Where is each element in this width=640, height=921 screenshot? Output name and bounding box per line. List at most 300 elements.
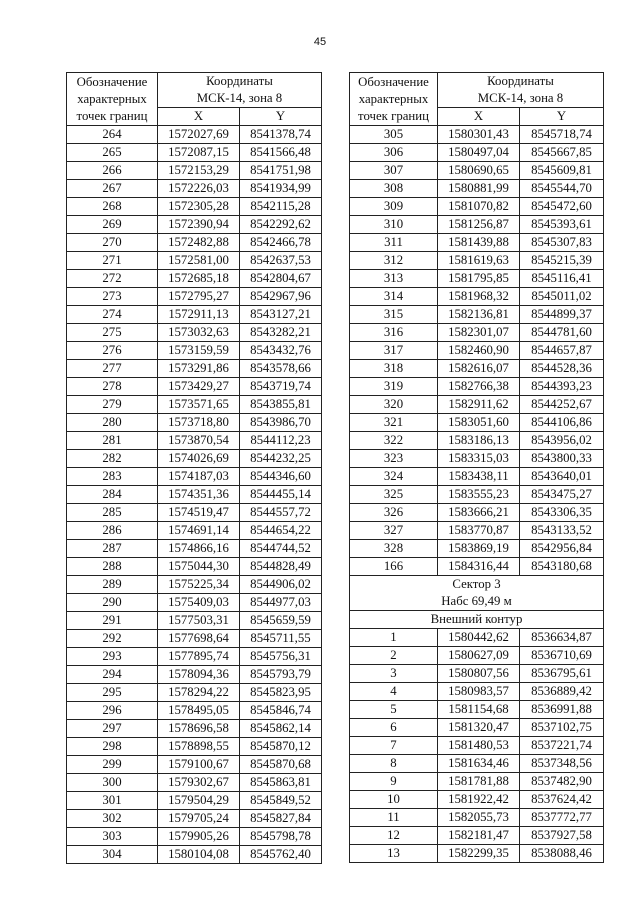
y-coordinate-cell: 8544977,03 [240,594,322,612]
x-coordinate-cell: 1572581,00 [158,252,240,270]
x-coordinate-cell: 1582616,07 [438,360,520,378]
coordinates-table-left [66,72,322,864]
point-id-cell: 1 [350,629,438,647]
x-coordinate-cell: 1583869,19 [438,540,520,558]
x-coordinate-cell: 1582299,35 [438,845,520,863]
x-coordinate-cell: 1581480,53 [438,737,520,755]
point-id-cell: 273 [67,288,158,306]
point-id-cell: 279 [67,396,158,414]
x-coordinate-cell: 1578495,05 [158,702,240,720]
point-id-cell: 316 [350,324,438,342]
y-coordinate-cell: 8537221,74 [520,737,604,755]
point-id-cell: 267 [67,180,158,198]
table-row [67,324,322,342]
y-coordinate-cell: 8543432,76 [240,342,322,360]
point-id-cell: 314 [350,288,438,306]
table-row [350,647,604,665]
point-id-cell: 298 [67,738,158,756]
point-id-cell: 306 [350,144,438,162]
x-coordinate-cell: 1581781,88 [438,773,520,791]
point-id-cell: 290 [67,594,158,612]
x-coordinate-cell: 1579504,29 [158,792,240,810]
point-id-cell: 269 [67,216,158,234]
y-coordinate-cell: 8544455,14 [240,486,322,504]
x-coordinate-cell: 1578094,36 [158,666,240,684]
table-row [350,180,604,198]
table-row [67,450,322,468]
table-row [350,342,604,360]
point-id-cell: 300 [67,774,158,792]
x-coordinate-cell: 1572153,29 [158,162,240,180]
point-id-cell: 277 [67,360,158,378]
header-line: Координаты [487,74,554,88]
y-coordinate-cell: 8545307,83 [520,234,604,252]
point-id-cell: 299 [67,756,158,774]
x-coordinate-cell: 1581619,63 [438,252,520,270]
point-id-cell: 295 [67,684,158,702]
x-coordinate-cell: 1582181,47 [438,827,520,845]
point-id-cell: 275 [67,324,158,342]
y-coordinate-cell: 8543855,81 [240,396,322,414]
y-coordinate-cell: 8543180,68 [520,558,604,576]
x-coordinate-cell: 1572226,03 [158,180,240,198]
y-coordinate-cell: 8544346,60 [240,468,322,486]
y-coordinate-cell: 8543956,02 [520,432,604,450]
x-coordinate-cell: 1581320,47 [438,719,520,737]
y-coordinate-cell: 8544252,67 [520,396,604,414]
point-id-cell: 280 [67,414,158,432]
point-id-cell: 12 [350,827,438,845]
table-row [350,845,604,863]
y-coordinate-cell: 8536889,42 [520,683,604,701]
header-line: характерных [358,91,429,106]
table-row [350,162,604,180]
section-row [350,576,604,611]
table-row [67,576,322,594]
page-number: 45 [313,36,327,48]
header-line: точек границ [358,108,429,123]
x-coordinate-cell: 1580881,99 [438,180,520,198]
y-coordinate-cell: 8541566,48 [240,144,322,162]
sector-title: Сектор 3 [452,577,501,591]
x-coordinate-cell: 1579905,26 [158,828,240,846]
table-row [350,360,604,378]
y-coordinate-cell: 8543986,70 [240,414,322,432]
table-row [350,629,604,647]
table-row [350,306,604,324]
y-coordinate-cell: 8544899,37 [520,306,604,324]
point-id-cell: 11 [350,809,438,827]
x-coordinate-cell: 1583555,23 [438,486,520,504]
x-coordinate-cell: 1573718,80 [158,414,240,432]
table-row [350,540,604,558]
x-coordinate-cell: 1579302,67 [158,774,240,792]
x-coordinate-cell: 1578294,22 [158,684,240,702]
point-id-cell: 289 [67,576,158,594]
table-row [67,252,322,270]
point-id-cell: 308 [350,180,438,198]
point-id-cell: 302 [67,810,158,828]
point-id-cell: 328 [350,540,438,558]
x-coordinate-cell: 1572911,13 [158,306,240,324]
x-coordinate-cell: 1581634,46 [438,755,520,773]
x-coordinate-cell: 1582766,38 [438,378,520,396]
y-coordinate-cell: 8545116,41 [520,270,604,288]
table-row [67,180,322,198]
y-coordinate-cell: 8545798,78 [240,828,322,846]
x-coordinate-cell: 1581256,87 [438,216,520,234]
table-row [67,486,322,504]
x-coordinate-cell: 1573870,54 [158,432,240,450]
x-coordinate-cell: 1580983,57 [438,683,520,701]
y-coordinate-cell: 8543640,01 [520,468,604,486]
table-row [67,666,322,684]
column-header-y: Y [240,108,322,126]
point-id-cell: 293 [67,648,158,666]
point-id-cell: 288 [67,558,158,576]
y-coordinate-cell: 8544906,02 [240,576,322,594]
table-row [350,144,604,162]
point-id-cell: 310 [350,216,438,234]
table-row [350,468,604,486]
x-coordinate-cell: 1572795,27 [158,288,240,306]
point-id-cell: 272 [67,270,158,288]
table-row [67,468,322,486]
y-coordinate-cell: 8545849,52 [240,792,322,810]
table-row [350,755,604,773]
x-coordinate-cell: 1582136,81 [438,306,520,324]
x-coordinate-cell: 1573032,63 [158,324,240,342]
y-coordinate-cell: 8545823,95 [240,684,322,702]
point-id-cell: 312 [350,252,438,270]
table-row [67,648,322,666]
y-coordinate-cell: 8544112,23 [240,432,322,450]
point-id-cell: 8 [350,755,438,773]
point-id-cell: 284 [67,486,158,504]
table-row [67,522,322,540]
column-header-y: Y [520,108,604,126]
table-row [67,738,322,756]
y-coordinate-cell: 8542115,28 [240,198,322,216]
y-coordinate-cell: 8545827,84 [240,810,322,828]
x-coordinate-cell: 1582301,07 [438,324,520,342]
y-coordinate-cell: 8543282,21 [240,324,322,342]
x-coordinate-cell: 1583315,03 [438,450,520,468]
point-id-cell: 304 [67,846,158,864]
point-id-cell: 271 [67,252,158,270]
table-row [67,162,322,180]
coordinates-table-right [349,72,604,863]
x-coordinate-cell: 1574691,14 [158,522,240,540]
point-id-cell: 301 [67,792,158,810]
x-coordinate-cell: 1577698,64 [158,630,240,648]
table-row [350,396,604,414]
x-coordinate-cell: 1581439,88 [438,234,520,252]
point-id-cell: 274 [67,306,158,324]
x-coordinate-cell: 1574351,36 [158,486,240,504]
table-row [67,342,322,360]
y-coordinate-cell: 8541751,98 [240,162,322,180]
y-coordinate-cell: 8545011,02 [520,288,604,306]
x-coordinate-cell: 1572027,69 [158,126,240,144]
y-coordinate-cell: 8544654,22 [240,522,322,540]
point-id-cell: 285 [67,504,158,522]
table-row [350,126,604,144]
header-line: Обозначение [76,74,148,89]
table-row [350,450,604,468]
y-coordinate-cell: 8536991,88 [520,701,604,719]
point-id-cell: 166 [350,558,438,576]
y-coordinate-cell: 8544781,60 [520,324,604,342]
y-coordinate-cell: 8544657,87 [520,342,604,360]
x-coordinate-cell: 1580497,04 [438,144,520,162]
y-coordinate-cell: 8545762,40 [240,846,322,864]
point-id-cell: 265 [67,144,158,162]
table-row [350,414,604,432]
table-row [67,198,322,216]
x-coordinate-cell: 1572305,28 [158,198,240,216]
table-row [67,756,322,774]
column-header-point-designation [350,73,438,126]
table-row [67,594,322,612]
y-coordinate-cell: 8541934,99 [240,180,322,198]
y-coordinate-cell: 8545863,81 [240,774,322,792]
y-coordinate-cell: 8543306,35 [520,504,604,522]
x-coordinate-cell: 1574519,47 [158,504,240,522]
point-id-cell: 266 [67,162,158,180]
table-row [67,846,322,864]
x-coordinate-cell: 1580104,08 [158,846,240,864]
table-row [350,216,604,234]
table-row [350,432,604,450]
table-row [67,774,322,792]
y-coordinate-cell: 8545472,60 [520,198,604,216]
x-coordinate-cell: 1575409,03 [158,594,240,612]
point-id-cell: 322 [350,432,438,450]
point-id-cell: 278 [67,378,158,396]
x-coordinate-cell: 1579100,67 [158,756,240,774]
table-row [350,522,604,540]
y-coordinate-cell: 8537772,77 [520,809,604,827]
y-coordinate-cell: 8536710,69 [520,647,604,665]
point-id-cell: 9 [350,773,438,791]
x-coordinate-cell: 1573291,86 [158,360,240,378]
x-coordinate-cell: 1572482,88 [158,234,240,252]
x-coordinate-cell: 1583438,11 [438,468,520,486]
y-coordinate-cell: 8544744,52 [240,540,322,558]
x-coordinate-cell: 1580807,56 [438,665,520,683]
point-id-cell: 321 [350,414,438,432]
y-coordinate-cell: 8538088,46 [520,845,604,863]
right-table-body [350,126,604,863]
y-coordinate-cell: 8545793,79 [240,666,322,684]
table-row [67,684,322,702]
x-coordinate-cell: 1581922,42 [438,791,520,809]
x-coordinate-cell: 1579705,24 [158,810,240,828]
table-row [67,144,322,162]
left-table-body [67,126,322,864]
point-id-cell: 294 [67,666,158,684]
x-coordinate-cell: 1577895,74 [158,648,240,666]
point-id-cell: 292 [67,630,158,648]
y-coordinate-cell: 8545846,74 [240,702,322,720]
y-coordinate-cell: 8542956,84 [520,540,604,558]
x-coordinate-cell: 1581070,82 [438,198,520,216]
point-id-cell: 305 [350,126,438,144]
table-row [67,288,322,306]
y-coordinate-cell: 8543800,33 [520,450,604,468]
x-coordinate-cell: 1583051,60 [438,414,520,432]
y-coordinate-cell: 8542804,67 [240,270,322,288]
table-row [67,630,322,648]
table-row [67,702,322,720]
point-id-cell: 282 [67,450,158,468]
column-header-point-designation [67,73,158,126]
x-coordinate-cell: 1575225,34 [158,576,240,594]
y-coordinate-cell: 8536795,61 [520,665,604,683]
y-coordinate-cell: 8545393,61 [520,216,604,234]
y-coordinate-cell: 8545718,74 [520,126,604,144]
y-coordinate-cell: 8545870,12 [240,738,322,756]
x-coordinate-cell: 1574187,03 [158,468,240,486]
y-coordinate-cell: 8545544,70 [520,180,604,198]
table-row [350,737,604,755]
y-coordinate-cell: 8537102,75 [520,719,604,737]
table-row [350,683,604,701]
y-coordinate-cell: 8545711,55 [240,630,322,648]
y-coordinate-cell: 8545756,31 [240,648,322,666]
table-row [350,809,604,827]
point-id-cell: 323 [350,450,438,468]
table-row [350,791,604,809]
table-row [67,828,322,846]
table-row [350,719,604,737]
x-coordinate-cell: 1583666,21 [438,504,520,522]
table-row [350,288,604,306]
x-coordinate-cell: 1578696,58 [158,720,240,738]
table-row [350,701,604,719]
table-row [350,827,604,845]
point-id-cell: 318 [350,360,438,378]
y-coordinate-cell: 8543578,66 [240,360,322,378]
table-row [67,612,322,630]
y-coordinate-cell: 8542292,62 [240,216,322,234]
table-row [67,810,322,828]
x-coordinate-cell: 1573429,27 [158,378,240,396]
point-id-cell: 325 [350,486,438,504]
x-coordinate-cell: 1580690,65 [438,162,520,180]
y-coordinate-cell: 8544232,25 [240,450,322,468]
point-id-cell: 287 [67,540,158,558]
table-row [67,720,322,738]
point-id-cell: 291 [67,612,158,630]
point-id-cell: 264 [67,126,158,144]
point-id-cell: 319 [350,378,438,396]
point-id-cell: 303 [67,828,158,846]
header-line: Координаты [206,74,273,88]
x-coordinate-cell: 1582460,90 [438,342,520,360]
header-line: МСК-14, зона 8 [477,91,564,105]
table-row [350,558,604,576]
x-coordinate-cell: 1574026,69 [158,450,240,468]
table-row [67,378,322,396]
table-row [67,306,322,324]
x-coordinate-cell: 1578898,55 [158,738,240,756]
point-id-cell: 307 [350,162,438,180]
table-row [67,126,322,144]
point-id-cell: 13 [350,845,438,863]
x-coordinate-cell: 1572390,94 [158,216,240,234]
y-coordinate-cell: 8543475,27 [520,486,604,504]
y-coordinate-cell: 8544557,72 [240,504,322,522]
y-coordinate-cell: 8545215,39 [520,252,604,270]
y-coordinate-cell: 8537624,42 [520,791,604,809]
point-id-cell: 5 [350,701,438,719]
sector-height: Набс 69,49 м [441,594,512,608]
y-coordinate-cell: 8537927,58 [520,827,604,845]
x-coordinate-cell: 1572685,18 [158,270,240,288]
point-id-cell: 10 [350,791,438,809]
point-id-cell: 276 [67,342,158,360]
x-coordinate-cell: 1575044,30 [158,558,240,576]
y-coordinate-cell: 8542466,78 [240,234,322,252]
table-row [67,216,322,234]
header-line: МСК-14, зона 8 [196,91,283,105]
point-id-cell: 324 [350,468,438,486]
x-coordinate-cell: 1584316,44 [438,558,520,576]
point-id-cell: 309 [350,198,438,216]
x-coordinate-cell: 1573159,59 [158,342,240,360]
sector-heading [350,576,604,611]
y-coordinate-cell: 8537348,56 [520,755,604,773]
point-id-cell: 6 [350,719,438,737]
table-row [350,270,604,288]
y-coordinate-cell: 8536634,87 [520,629,604,647]
point-id-cell: 270 [67,234,158,252]
table-row [350,665,604,683]
point-id-cell: 327 [350,522,438,540]
y-coordinate-cell: 8541378,74 [240,126,322,144]
table-row [67,558,322,576]
table-row [67,792,322,810]
table-row [67,360,322,378]
table-row [67,432,322,450]
table-row [350,252,604,270]
x-coordinate-cell: 1574866,16 [158,540,240,558]
x-coordinate-cell: 1581154,68 [438,701,520,719]
y-coordinate-cell: 8537482,90 [520,773,604,791]
point-id-cell: 268 [67,198,158,216]
y-coordinate-cell: 8545862,14 [240,720,322,738]
point-id-cell: 320 [350,396,438,414]
point-id-cell: 311 [350,234,438,252]
table-row [67,270,322,288]
y-coordinate-cell: 8545609,81 [520,162,604,180]
y-coordinate-cell: 8545667,85 [520,144,604,162]
y-coordinate-cell: 8545870,68 [240,756,322,774]
x-coordinate-cell: 1580442,62 [438,629,520,647]
column-header-x: X [158,108,240,126]
point-id-cell: 326 [350,504,438,522]
y-coordinate-cell: 8545659,59 [240,612,322,630]
y-coordinate-cell: 8543127,21 [240,306,322,324]
point-id-cell: 4 [350,683,438,701]
column-header-coordinates [438,73,604,108]
contour-heading: Внешний контур [350,611,604,629]
y-coordinate-cell: 8543133,52 [520,522,604,540]
section-row [350,611,604,629]
point-id-cell: 317 [350,342,438,360]
